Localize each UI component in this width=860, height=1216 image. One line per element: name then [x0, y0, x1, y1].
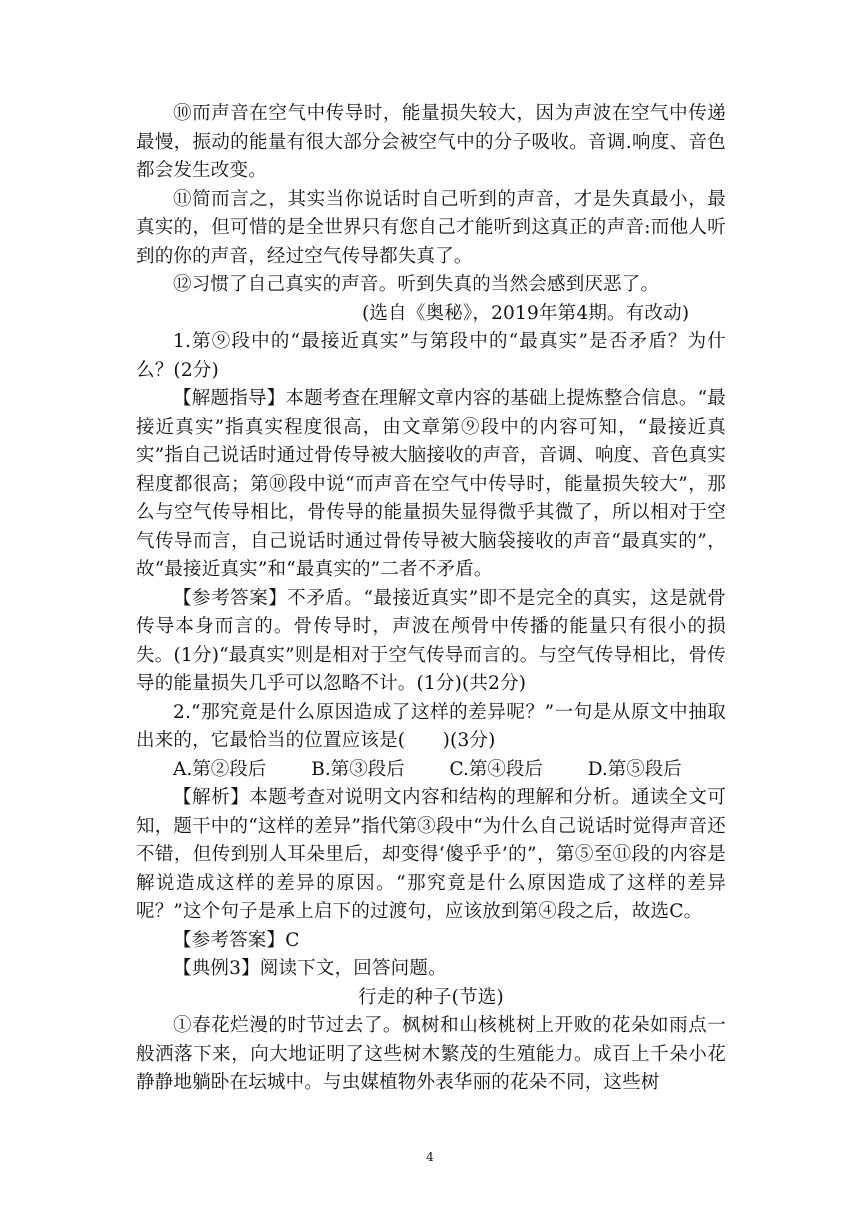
example-3-paragraph-1: ①春花烂漫的时节过去了。枫树和山核桃树上开败的花朵如雨点一般洒落下来，向大地证明了这些树木繁茂的生殖能力。成百上千朵小花静静地躺卧在坛城中。与虫媒植物外表华丽的花朵不同，这些树 [136, 1015, 726, 1093]
example-3-title: 行走的种子(节选) [358, 986, 504, 1008]
question-2-analysis: 【解析】本题考查对说明文内容和结构的理解和分析。通读全文可知，题干中的“这样的差异”指代第③段中“为什么自己说话时觉得声音还不错，但传到别人耳朵里后，却变得‘傻乎乎’的”，第⑤至⑪段的内容是解说造成这样的差异的原因。“那究竟是什么原因造成了这样的差异呢？”这个句子是承上启下的过渡句，应该放到第④段之后，故选C。 [136, 787, 726, 922]
paragraph-12: ⑫习惯了自己真实的声音。听到失真的当然会感到厌恶了。 [173, 274, 660, 295]
paragraph-10: ⑩而声音在空气中传导时，能量损失较大，因为声波在空气中传递最慢，振动的能量有很大部分会被空气中的分子吸收。音调.响度、音色都会发生改变。 [136, 103, 726, 181]
option-d: D.第⑤段后 [587, 758, 682, 780]
example-3-intro: 【典例3】阅读下文，回答问题。 [173, 958, 447, 979]
paragraph-11: ⑪简而言之，其实当你说话时自己听到的声音，才是失真最小，最真实的，但可惜的是全世界只有您自己才能听到这真正的声音:而他人听到的你的声音，经过空气传导都失真了。 [136, 188, 726, 267]
document-page [136, 100, 726, 1160]
question-2-options [136, 756, 726, 785]
option-b: B.第③段后 [311, 758, 405, 780]
option-c: C.第④段后 [449, 758, 543, 780]
page-number: 4 [426, 1150, 434, 1164]
question-1-answer: 【参考答案】不矛盾。“最接近真实”即不是完全的真实，这是就骨传导本身而言的。骨传导时，声波在颅骨中传播的能量只有很小的损失。(1分)“最真实”则是相对于空气传导而言的。与空气传导相比，骨传导的能量损失几乎可以忽略不计。(1分)(共2分) [136, 587, 726, 694]
question-1-guide: 【解题指导】本题考查在理解文章内容的基础上提炼整合信息。“最接近真实”指真实程度很高，由文章第⑨段中的内容可知，“最接近真实”指自己说话时通过骨传导被大脑接收的声音，音调、响度、音色真实程度都很高；第⑩段中说“而声音在空气中传导时，能量损失较大”，那么与空气传导相比，骨传导的能量损失显得微乎其微了，所以相对于空气传导而言，自己说话时通过骨传导被大脑袋接收的声音“最真实的”，故“最接近真实”和“最真实的”二者不矛盾。 [136, 388, 726, 580]
source-citation: (选自《奥秘》，2019年第4期。有改动) [362, 302, 690, 324]
question-2: 2.“那究竟是什么原因造成了这样的差异呢？”一句是从原文中抽取出来的，它最恰当的位置应该是( )(3分) [136, 701, 726, 751]
option-a: A.第②段后 [173, 758, 267, 780]
question-2-answer: 【参考答案】C [173, 929, 300, 951]
question-1: 1.第⑨段中的“最接近真实”与第段中的“最真实”是否矛盾？为什么？(2分) [136, 331, 726, 381]
